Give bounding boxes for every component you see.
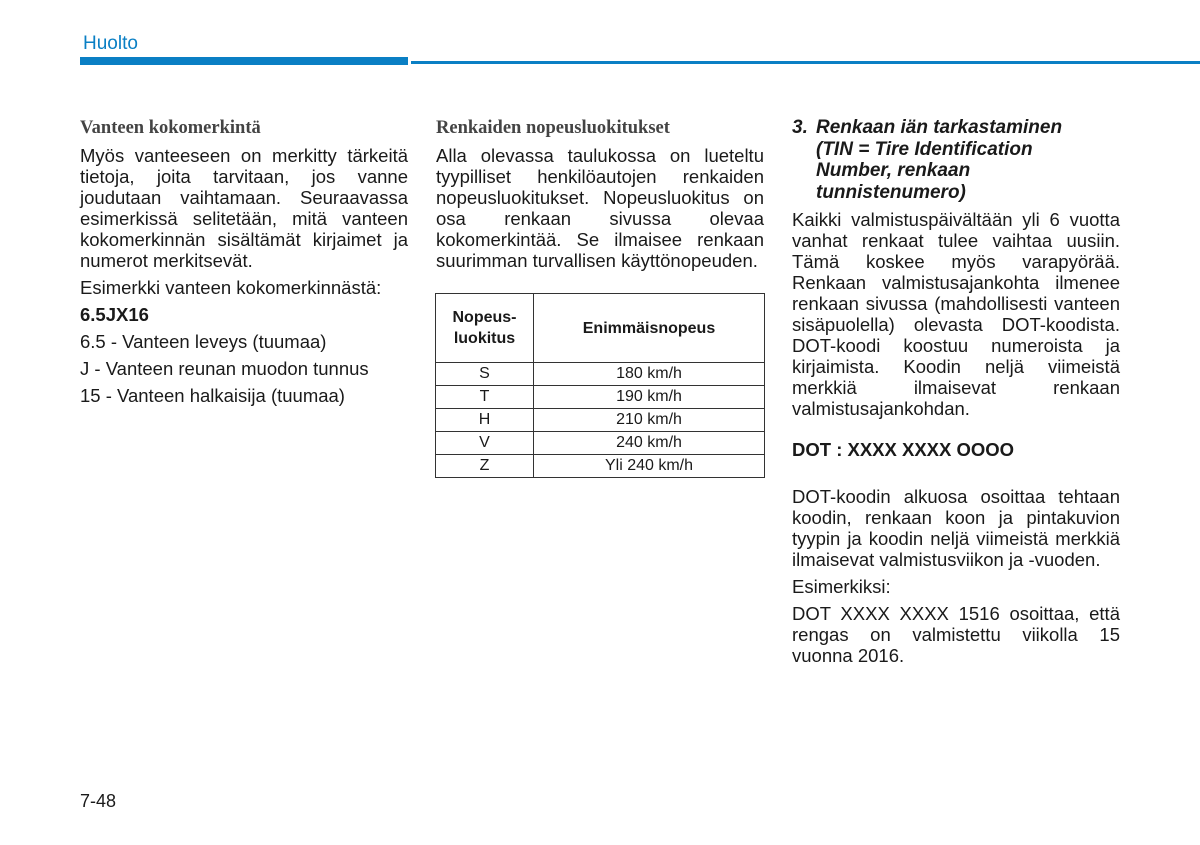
rating-code: T <box>436 386 534 409</box>
tire-age-heading-text <box>816 117 1062 203</box>
tire-age-heading-line3: Number, renkaan <box>816 160 971 181</box>
rating-code: S <box>436 363 534 386</box>
column-tire-age <box>792 117 1120 672</box>
column-rim-marking <box>80 117 408 412</box>
dot-code-example: DOT XXXX XXXX 1516 osoittaa, että rengas on valmistettu viikolla 15 vuonna 2016. <box>792 603 1120 666</box>
tire-age-heading-line2: (TIN = Tire Identification <box>816 138 1033 160</box>
speed-ratings-heading: Renkaiden nopeusluokitukset <box>436 118 670 138</box>
rim-marking-example-label: Esimerkki vanteen kokomerkinnästä: <box>80 277 382 298</box>
tire-age-heading-line1: Renkaan iän tarkastaminen <box>816 117 1063 138</box>
rim-marking-item: 15 - Vanteen halkaisija (tuumaa) <box>80 385 345 406</box>
header-bar-thick <box>80 57 408 65</box>
tire-age-heading-line4: tunnistenumero) <box>816 181 966 203</box>
rating-speed: 180 km/h <box>534 363 765 386</box>
table-header-max-speed: Enimmäisnopeus <box>534 294 765 363</box>
dot-code-format: DOT : XXXX XXXX OOOO <box>792 439 1015 460</box>
rating-speed: Yli 240 km/h <box>534 455 765 478</box>
rim-marking-heading: Vanteen kokomerkintä <box>80 118 261 138</box>
table-header-rating <box>436 294 534 363</box>
rim-marking-intro: Myös vanteeseen on merkitty tärkeitä tietoja, joita tarvitaan, jos vanne joudutaan vaihtamaan. Seuraavassa esimerkissä selitetään, mitä vanteen kokomerkinnän sisältämät kirjaimet ja numerot merkitsevät. <box>80 145 408 271</box>
column-speed-ratings <box>436 117 764 277</box>
speed-ratings-intro: Alla olevassa taulukossa on lueteltu tyypilliset henkilöautojen renkaiden nopeusluokitukset. Nopeusluokitus on osa renkaan sivussa olevaa kokomerkintää. Se ilmaisee renkaan suurimman turvallisen käyttönopeuden. <box>436 145 764 271</box>
tire-age-intro: Kaikki valmistuspäivältään yli 6 vuotta vanhat renkaat tulee vaihtaa uusiin. Tämä koskee myös varapyörää. Renkaan valmistusajankohta ilmenee renkaan sivussa (mahdollisesti vanteen sisäpuolella) olevasta DOT-koodista. DOT-koodi koostuu numeroista ja kirjaimista. Koodin neljä viimeistä merkkiä ilmaisevat renkaan valmistusajankohdan. <box>792 209 1120 419</box>
dot-code-explanation: DOT-koodin alkuosa osoittaa tehtaan koodin, renkaan koon ja pintakuvion tyypin ja koodin neljä viimeistä merkkiä ilmaisevat valmistusviikon ja -vuoden. <box>792 486 1120 570</box>
rating-code: V <box>436 432 534 455</box>
rating-speed: 240 km/h <box>534 432 765 455</box>
example-label: Esimerkiksi: <box>792 576 891 597</box>
table-header-rating-line1: Nopeus- <box>452 309 517 326</box>
speed-rating-table <box>435 293 765 478</box>
table-row <box>436 363 765 386</box>
rim-marking-code: 6.5JX16 <box>80 304 149 325</box>
header-bar-thin <box>411 61 1200 64</box>
rim-marking-item: 6.5 - Vanteen leveys (tuumaa) <box>80 331 327 352</box>
rim-marking-item: J - Vanteen reunan muodon tunnus <box>80 358 369 379</box>
table-row <box>436 455 765 478</box>
table-row <box>436 432 765 455</box>
table-row <box>436 409 765 432</box>
tire-age-heading-number: 3. <box>792 117 808 138</box>
rating-speed: 210 km/h <box>534 409 765 432</box>
rating-code: H <box>436 409 534 432</box>
table-header-row <box>436 294 765 363</box>
rating-speed: 190 km/h <box>534 386 765 409</box>
table-header-rating-line2: luokitus <box>453 330 516 347</box>
tire-age-heading <box>792 117 1120 203</box>
section-title: Huolto <box>83 33 138 54</box>
table-row <box>436 386 765 409</box>
rating-code: Z <box>436 455 534 478</box>
page-number: 7-48 <box>80 791 117 811</box>
